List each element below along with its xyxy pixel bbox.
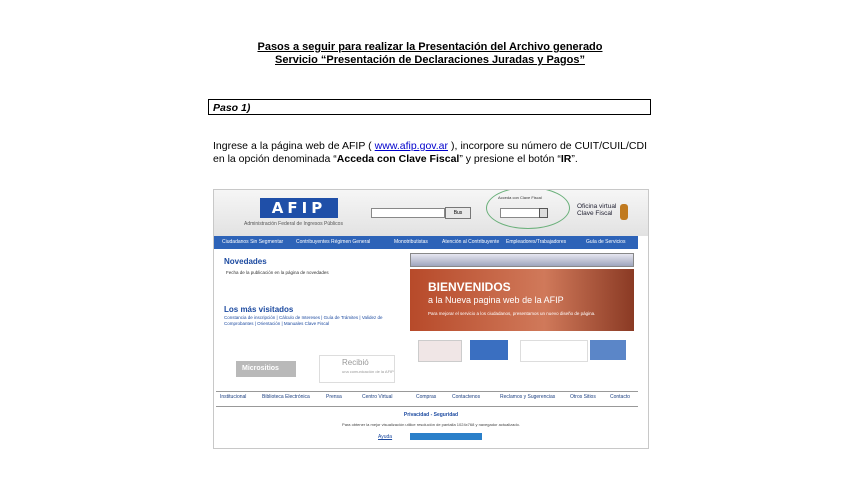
document-title-line2: Servicio “Presentación de Declaraciones Juradas y Pagos” xyxy=(275,54,585,66)
nav-item[interactable]: Contribuyentes Régimen General xyxy=(296,239,371,245)
para-suffix: ”. xyxy=(571,152,578,165)
footer-nav xyxy=(216,391,638,407)
footer-link[interactable]: Prensa xyxy=(326,394,342,400)
los-mas-heading: Los más visitados xyxy=(224,305,294,314)
micrositios-button[interactable]: Micrositios xyxy=(236,361,296,377)
los-mas-links[interactable]: Constancia de inscripción | Cálculo de Intereses | Guía de Trámites | Validez de Comprobantes | Orientación | Manuales Clave Fiscal xyxy=(224,315,383,326)
novedades-heading[interactable]: Novedades xyxy=(224,257,267,266)
footer-link[interactable]: Otros Sitios xyxy=(570,394,596,400)
recibio-comunicacion-box[interactable] xyxy=(319,355,395,383)
para-bold-clave: Acceda con Clave Fiscal xyxy=(336,152,460,165)
ir-button[interactable] xyxy=(539,208,548,218)
footer-link[interactable]: Biblioteca Electrónica xyxy=(262,394,310,400)
privacy-line[interactable]: Privacidad - Seguridad xyxy=(403,412,459,418)
step-heading: Paso 1) xyxy=(208,99,651,115)
afip-link[interactable]: www.afip.gov.ar xyxy=(374,140,449,152)
instruction-paragraph xyxy=(213,140,647,165)
banner-subtitle: a la Nueva pagina web de la AFIP xyxy=(428,295,564,305)
nav-item[interactable]: Ciudadanos Sin Segmentar xyxy=(222,239,284,245)
recibio-sub: una comunicación de la AFIP xyxy=(342,369,394,374)
nav-item[interactable]: Atención al Contribuyente xyxy=(442,239,500,245)
partner-logo[interactable] xyxy=(520,340,588,362)
footer-button[interactable] xyxy=(410,433,482,440)
partner-logo[interactable] xyxy=(470,340,508,360)
recibio-title: Recibió xyxy=(342,358,369,367)
afip-website-screenshot xyxy=(213,189,649,449)
search-input[interactable] xyxy=(371,208,445,218)
footer-link[interactable]: Compras xyxy=(416,394,437,400)
footer-link[interactable]: Reclamos y Sugerencias xyxy=(500,394,556,400)
nav-item[interactable]: Monotributistas xyxy=(394,239,428,245)
clave-fiscal-label: Acceda con Clave Fiscal xyxy=(498,195,542,200)
novedades-text: Fecha de la publicación en la página de novedades xyxy=(226,270,329,275)
footer-link[interactable]: Institucional xyxy=(220,394,247,400)
person-icon xyxy=(620,204,628,220)
ofi-line1: Oficina virtual xyxy=(577,203,617,210)
para-bold-ir: IR xyxy=(560,152,572,165)
nav-item[interactable]: Guía de Servicios xyxy=(586,239,626,245)
partner-logo[interactable] xyxy=(590,340,626,360)
para-middle2: ” y presione el botón “ xyxy=(459,152,561,165)
nav-item[interactable]: Empleadores/Trabajadores xyxy=(506,239,567,245)
cuit-input[interactable] xyxy=(500,208,540,218)
ofi-line2: Clave Fiscal xyxy=(577,210,613,217)
afip-logo-subtitle: Administración Federal de Ingresos Públicos xyxy=(244,221,343,227)
oficina-virtual-label xyxy=(577,203,616,217)
footer-link[interactable]: Centro Virtual xyxy=(362,394,393,400)
partner-logo[interactable] xyxy=(418,340,462,362)
banner-title: BIENVENIDOS xyxy=(428,280,511,294)
para-prefix: Ingrese a la página web de AFIP ( xyxy=(213,140,375,152)
resolution-note: Para obtener la mejor visualización utilice resolución de pantalla 1024x768 y navegador actualizado. xyxy=(342,422,520,427)
para-middle: ), incorpore su número de CUIT/CUIL/CDI en la opción denominada “ xyxy=(213,140,647,165)
document-title-line1: Pasos a seguir para realizar la Presentación del Archivo generado xyxy=(257,41,603,53)
main-nav-bar xyxy=(214,236,638,249)
banner-text: Para mejorar el servicio a los ciudadanos, presentamos un nuevo diseño de página. xyxy=(428,311,596,316)
footer-link[interactable]: Contacto xyxy=(610,394,631,400)
afip-logo: AFIP xyxy=(260,198,338,218)
banner-top-bar xyxy=(410,253,634,267)
search-button[interactable]: Bus xyxy=(445,207,471,219)
footer-link[interactable]: Contactenos xyxy=(452,394,481,400)
help-link[interactable]: Ayuda xyxy=(378,434,393,440)
